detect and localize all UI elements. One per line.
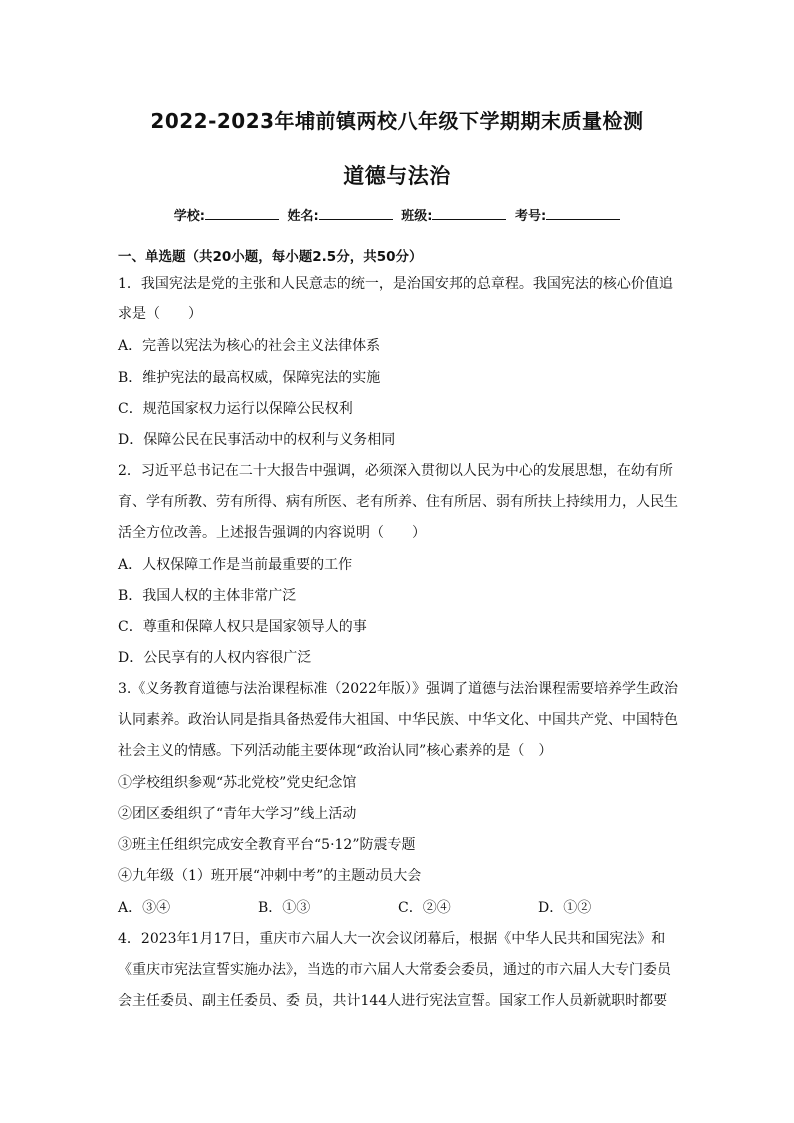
- school-field: [174, 205, 279, 224]
- question-2-line-3: 活全方位改善。上述报告强调的内容说明（ ）: [118, 525, 426, 541]
- question-3-item-3: ③班主任组织完成安全教育平台“5·12”防震专题: [118, 837, 416, 853]
- student-info-line: [0, 205, 794, 224]
- school-blank: [205, 207, 279, 220]
- question-1-line-2: 求是（ ）: [118, 306, 202, 322]
- subject-title: 道德与法治: [343, 164, 451, 188]
- question-3-line-2: 认同素养。政治认同是指具备热爱伟大祖国、中华民族、中华文化、中国共产党、中国特色: [118, 712, 678, 728]
- question-3-options: [118, 898, 678, 918]
- question-1-option-d: D．保障公民在民事活动中的权利与义务相同: [118, 432, 396, 448]
- question-3-option-d: D．①②: [538, 900, 592, 916]
- exam-title: 2022-2023年埔前镇两校八年级下学期期末质量检测: [150, 109, 644, 133]
- class-label: 班级:: [401, 209, 433, 224]
- exam-number-label: 考号:: [515, 209, 547, 224]
- question-1-line-1: 1．我国宪法是党的主张和人民意志的统一，是治国安邦的总章程。我国宪法的核心价值追: [118, 276, 673, 292]
- exam-number-field: [515, 205, 620, 224]
- question-1-option-b: B．维护宪法的最高权威，保障宪法的实施: [118, 370, 381, 386]
- question-2-option-b: B．我国人权的主体非常广泛: [118, 588, 297, 604]
- question-1-option-a: A．完善以宪法为核心的社会主义法律体系: [118, 338, 381, 354]
- question-4-line-2: 《重庆市宪法宣誓实施办法》，当选的市六届人大常委会委员，通过的市六届人大专门委员: [118, 962, 671, 978]
- class-blank: [432, 207, 506, 220]
- question-3-item-4: ④九年级（1）班开展“冲刺中考”的主题动员大会: [118, 868, 422, 884]
- question-3-option-b: B．①③: [258, 900, 311, 916]
- question-4-line-3: 会主任委员、副主任委员、委 员，共计144人进行宪法宣誓。国家工作人员新就职时都要: [118, 993, 668, 1009]
- question-2-option-a: A．人权保障工作是当前最重要的工作: [118, 557, 353, 573]
- name-label: 姓名:: [287, 209, 319, 224]
- question-2-line-1: 2．习近平总书记在二十大报告中强调，必须深入贯彻以人民为中心的发展思想，在幼有所: [118, 463, 673, 479]
- question-2-option-d: D．公民享有的人权内容很广泛: [118, 650, 312, 666]
- class-field: [401, 205, 506, 224]
- name-blank: [319, 207, 393, 220]
- exam-number-blank: [546, 207, 620, 220]
- question-1-option-c: C．规范国家权力运行以保障公民权利: [118, 401, 353, 417]
- question-4-line-1: 4．2023年1月17日，重庆市六届人大一次会议闭幕后，根据《中华人民共和国宪法》和: [118, 931, 666, 947]
- question-3-option-c: C．②④: [398, 900, 451, 916]
- question-3-line-1: 3.《义务教育道德与法治课程标准（2022年版）》强调了道德与法治课程需要培养学生政治: [118, 681, 678, 697]
- question-3-item-1: ①学校组织参观“苏北党校”党史纪念馆: [118, 775, 357, 791]
- school-label: 学校:: [173, 209, 205, 224]
- question-3-line-3: 社会主义的情感。下列活动能主要体现“政治认同”核心素养的是（ ）: [118, 743, 553, 759]
- question-3-option-a: A．③④: [118, 900, 171, 916]
- question-2-line-2: 育、学有所教、劳有所得、病有所医、老有所养、住有所居、弱有所扶上持续用力，人民生: [118, 494, 678, 510]
- question-3-item-2: ②团区委组织了“青年大学习”线上活动: [118, 806, 357, 822]
- name-field: [288, 205, 393, 224]
- section-heading: 一、单选题（共20小题，每小题2.5分，共50分）: [118, 249, 423, 265]
- question-2-option-c: C．尊重和保障人权只是国家领导人的事: [118, 619, 367, 635]
